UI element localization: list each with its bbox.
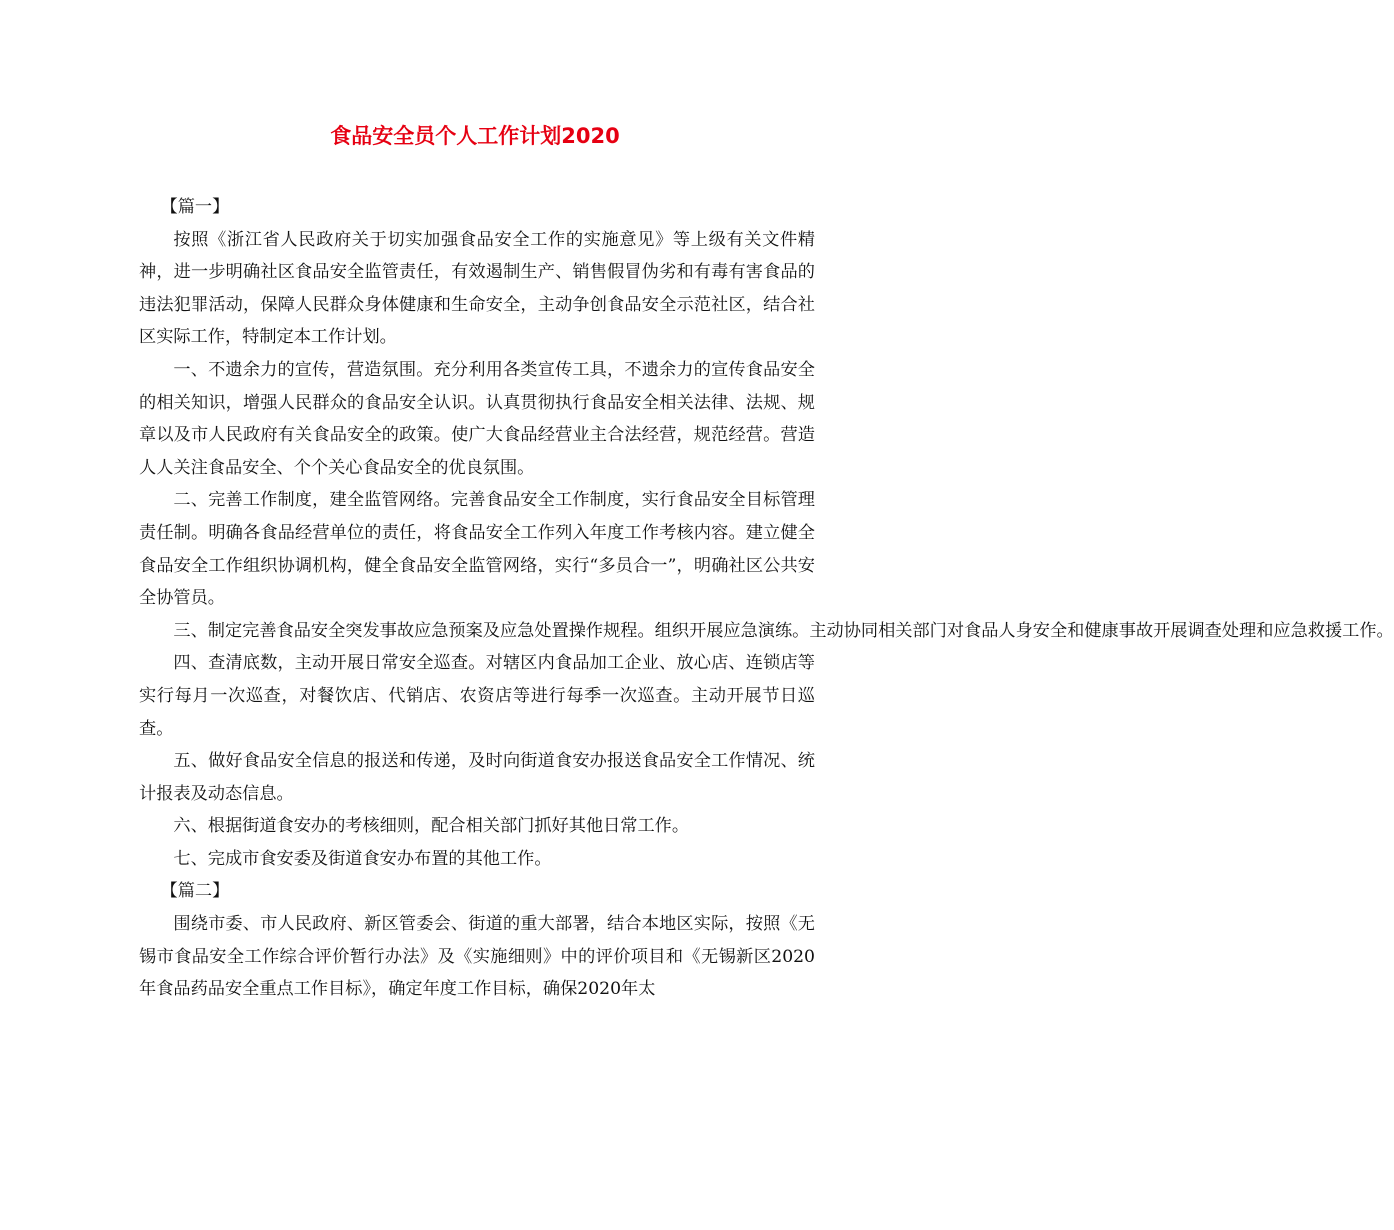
paragraph-item-1: 一、不遗余力的宣传，营造氛围。充分利用各类宣传工具，不遗余力的宣传食品安全的相关知识，增强人民群众的食品安全认识。认真贯彻执行食品安全相关法律、法规、规章以及市人民政府有关食品安全的政策。使广大食品经营业主合法经营，规范经营。营造人人关注食品安全、个个关心食品安全的优良氛围。 [139,359,815,478]
paragraph-item-7: 七、完成市食安委及街道食安办布置的其他工作。 [173,848,552,869]
paragraph-item-2: 二、完善工作制度，建全监管网络。完善食品安全工作制度，实行食品安全目标管理责任制。明确各食品经营单位的责任，将食品安全工作列入年度工作考核内容。建立健全食品安全工作组织协调机构，健全食品安全监管网络，实行“多员合一”，明确社区公共安全协管员。 [139,490,815,609]
paragraph-intro: 按照《浙江省人民政府关于切实加强食品安全工作的实施意见》等上级有关文件精神，进一步明确社区食品安全监管责任，有效遏制生产、销售假冒伪劣和有毒有害食品的违法犯罪活动，保障人民群众身体健康和生命安全，主动争创食品安全示范社区，结合社区实际工作，特制定本工作计划。 [139,229,815,348]
paragraph-item-4: 四、查清底数，主动开展日常安全巡查。对辖区内食品加工企业、放心店、连锁店等实行每月一次巡查，对餐饮店、代销店、农资店等进行每季一次巡查。主动开展节日巡查。 [139,653,815,739]
section-heading-2: 【篇二】 [160,881,230,902]
paragraph-section2-intro: 围绕市委、市人民政府、新区管委会、街道的重大部署，结合本地区实际，按照《无锡市食品安全工作综合评价暂行办法》及《实施细则》中的评价项目和《无锡新区2020年食品药品安全重点工作目标》，确定年度工作目标，确保2020年太 [139,914,815,1000]
paragraph-item-6: 六、根据街道食安办的考核细则，配合相关部门抓好其他日常工作。 [173,816,690,837]
paragraph-item-3: 三、制定完善食品安全突发事故应急预案及应急处置操作规程。组织开展应急演练。主动协同相关部门对食品人身安全和健康事故开展调查处理和应急救援工作。 [173,620,1394,641]
paragraph-item-5: 五、做好食品安全信息的报送和传递，及时向街道食安办报送食品安全工作情况、统计报表及动态信息。 [139,751,815,804]
section-heading-1: 【篇一】 [160,197,230,217]
document-title: 食品安全员个人工作计划2020 [330,124,620,148]
document-body [139,191,1394,1006]
